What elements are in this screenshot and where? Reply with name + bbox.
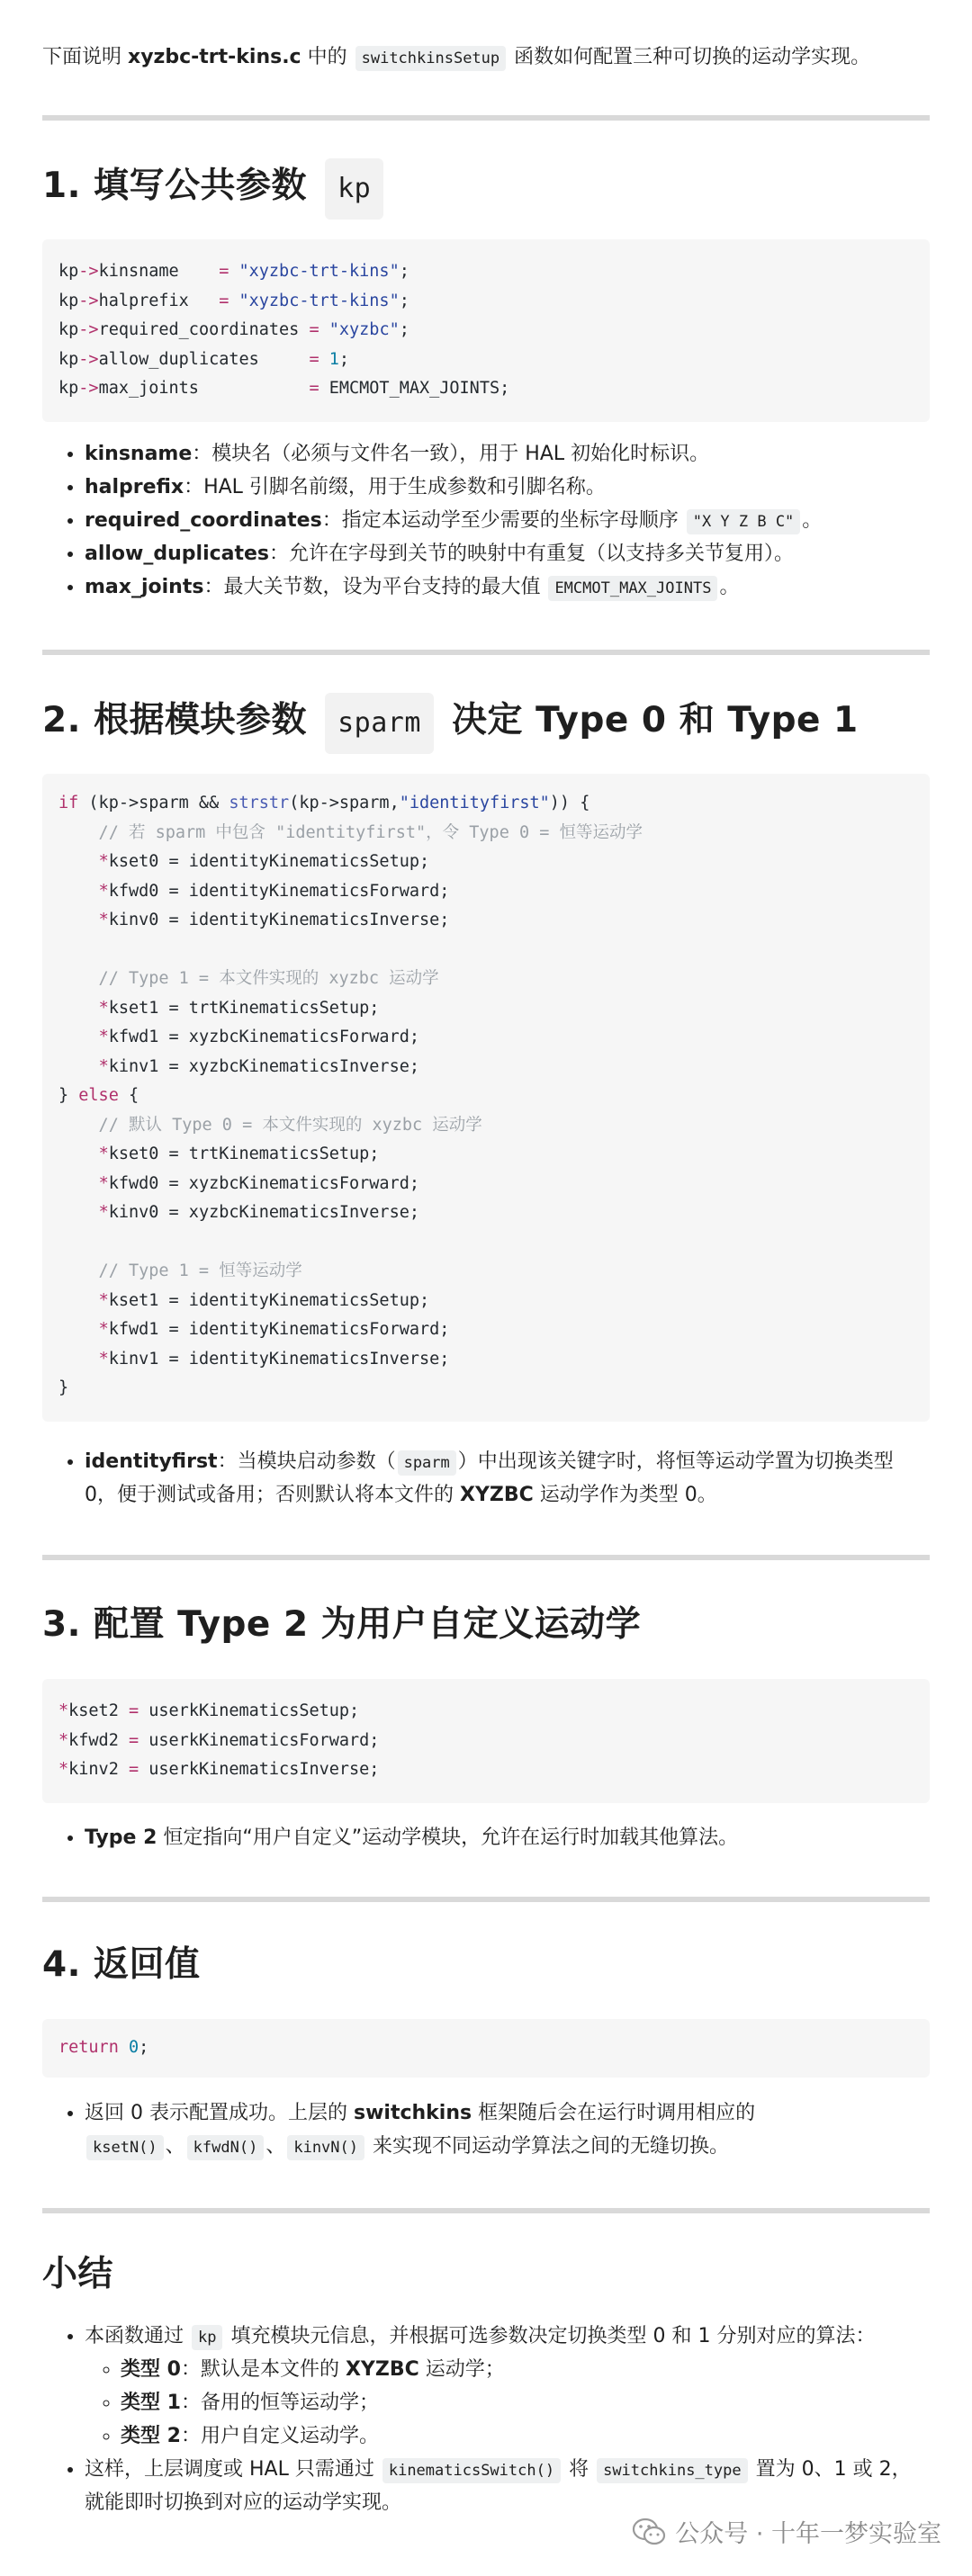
bullet-list-2 bbox=[42, 1445, 931, 1512]
bullet-list-1 bbox=[42, 437, 931, 604]
intro-text: 下面说明 bbox=[42, 46, 128, 68]
code-line: kp->allow_duplicates = 1; bbox=[58, 349, 350, 369]
intro-paragraph bbox=[42, 40, 870, 76]
list-item: • 返回 0 表示配置成功。上层的 switchkins 框架随后会在运行时调用相应的 ksetN() 、 kfwdN() 、 kinvN() 来实现不同运动学算法之间的无缝切换。 bbox=[85, 2096, 931, 2163]
list-item: • kinsname：模块名（必须与文件名一致），用于 HAL 初始化时标识。 bbox=[85, 437, 931, 471]
code-line: kp->max_joints = EMCMOT_MAX_JOINTS; bbox=[58, 379, 510, 398]
divider bbox=[42, 115, 930, 121]
divider bbox=[42, 650, 930, 655]
list-item: • 本函数通过 kp 填充模块元信息，并根据可选参数决定切换类型 0 和 1 分别对应的算法： ◦ 类型 0：默认是本文件的 XYZBC 运动学； ◦ 类型 1：备用的恒等运动学； ◦ 类型 2：用户自定义运动学。 bbox=[85, 2320, 931, 2453]
intro-text: 函数如何配置三种可切换的运动学实现。 bbox=[508, 46, 871, 68]
code-block-2: if (kp->sparm && strstr(kp->sparm,"identityfirst")) { // 若 sparm 中包含 "identityfirst"，令 Type 0 = 恒等运动学 *kset0 = identityKinematicsSetup; *kfwd0 = identityKinematicsForward; *kinv0 = identityKinematicsInverse; // Type 1 = 本文件实现的 xyzbc 运动学 *kset1 = trtKinematicsSetup; *kfwd1 = xyzbcKinematicsForward; *kinv1 = xyzbcKinematicsInverse; } else { // 默认 Type 0 = 本文件实现的 xyzbc 运动学 *kset0 = trtKinematicsSetup; *kfwd0 = xyzbcKinematicsForward; *kinv0 = xyzbcKinematicsInverse; // Type 1 = 恒等运动学 *kset1 = identityKinematicsSetup; *kfwd1 = identityKinematicsForward; *kinv1 = identityKinematicsInverse; } bbox=[42, 774, 930, 1422]
list-item: • required_coordinates：指定本运动学至少需要的坐标字母顺序 "X Y Z B C" 。 bbox=[85, 504, 931, 537]
code-block-3: *kset2 = userkKinematicsSetup; *kfwd2 = userkKinematicsForward; *kinv2 = userkKinematicsInverse; bbox=[42, 1679, 930, 1803]
code-block-4: return 0; bbox=[42, 2019, 930, 2078]
wechat-icon bbox=[632, 2517, 666, 2547]
intro-func-code: switchkinsSetup bbox=[356, 46, 507, 71]
watermark bbox=[632, 2514, 941, 2549]
title-code: sparm bbox=[325, 693, 434, 754]
bullet-list-5 bbox=[42, 2320, 931, 2519]
sub-list-item: ◦ 类型 2：用户自定义运动学。 bbox=[121, 2419, 931, 2453]
sub-list-item: ◦ 类型 1：备用的恒等运动学； bbox=[121, 2386, 931, 2419]
title-code: kp bbox=[325, 158, 383, 220]
intro-text: 中的 bbox=[301, 46, 354, 68]
divider bbox=[42, 1897, 930, 1902]
watermark-text: 公众号 · 十年一梦实验室 bbox=[675, 2520, 941, 2548]
code-block-1 bbox=[42, 239, 930, 422]
bullet-list-3 bbox=[42, 1821, 931, 1854]
code-line: kp->kinsname = "xyzbc-trt-kins"; bbox=[58, 262, 410, 281]
list-item: • allow_duplicates：允许在字母到关节的映射中有重复（以支持多关节复用）。 bbox=[85, 537, 931, 570]
list-item: • 这样，上层调度或 HAL 只需通过 kinematicsSwitch() 将 switchkins_type 置为 0、1 或 2，就能即时切换到对应的运动学实现。 bbox=[85, 2453, 931, 2519]
divider bbox=[42, 2208, 930, 2213]
list-item: • identityfirst：当模块启动参数（ sparm ）中出现该关键字时，将恒等运动学置为切换类型 0，便于测试或备用；否则默认将本文件的 XYZBC 运动学作为类型 0。 bbox=[85, 1445, 931, 1512]
section-4-title: 4. 返回值 bbox=[42, 1944, 201, 1985]
list-item: • max_joints：最大关节数，设为平台支持的最大值 EMCMOT_MAX_JOINTS 。 bbox=[85, 570, 931, 604]
divider bbox=[42, 1555, 930, 1560]
intro-file: xyzbc-trt-kins.c bbox=[128, 46, 302, 68]
section-5-title: 小结 bbox=[42, 2254, 114, 2294]
section-2-title: 2. 根据模块参数 sparm 决定 Type 0 和 Type 1 bbox=[42, 693, 859, 754]
section-3-title: 3. 配置 Type 2 为用户自定义运动学 bbox=[42, 1604, 642, 1645]
list-item: • halprefix：HAL 引脚名前缀，用于生成参数和引脚名称。 bbox=[85, 471, 931, 504]
code-line: kp->required_coordinates = "xyzbc"; bbox=[58, 320, 410, 339]
bullet-list-4 bbox=[42, 2096, 931, 2163]
sub-list-item: ◦ 类型 0：默认是本文件的 XYZBC 运动学； bbox=[121, 2353, 931, 2386]
code-line: kp->halprefix = "xyzbc-trt-kins"; bbox=[58, 291, 410, 310]
section-1-title: 1. 填写公共参数 kp bbox=[42, 158, 389, 220]
list-item: • Type 2 恒定指向“用户自定义”运动学模块，允许在运行时加载其他算法。 bbox=[85, 1821, 931, 1854]
sub-list bbox=[85, 2353, 931, 2453]
